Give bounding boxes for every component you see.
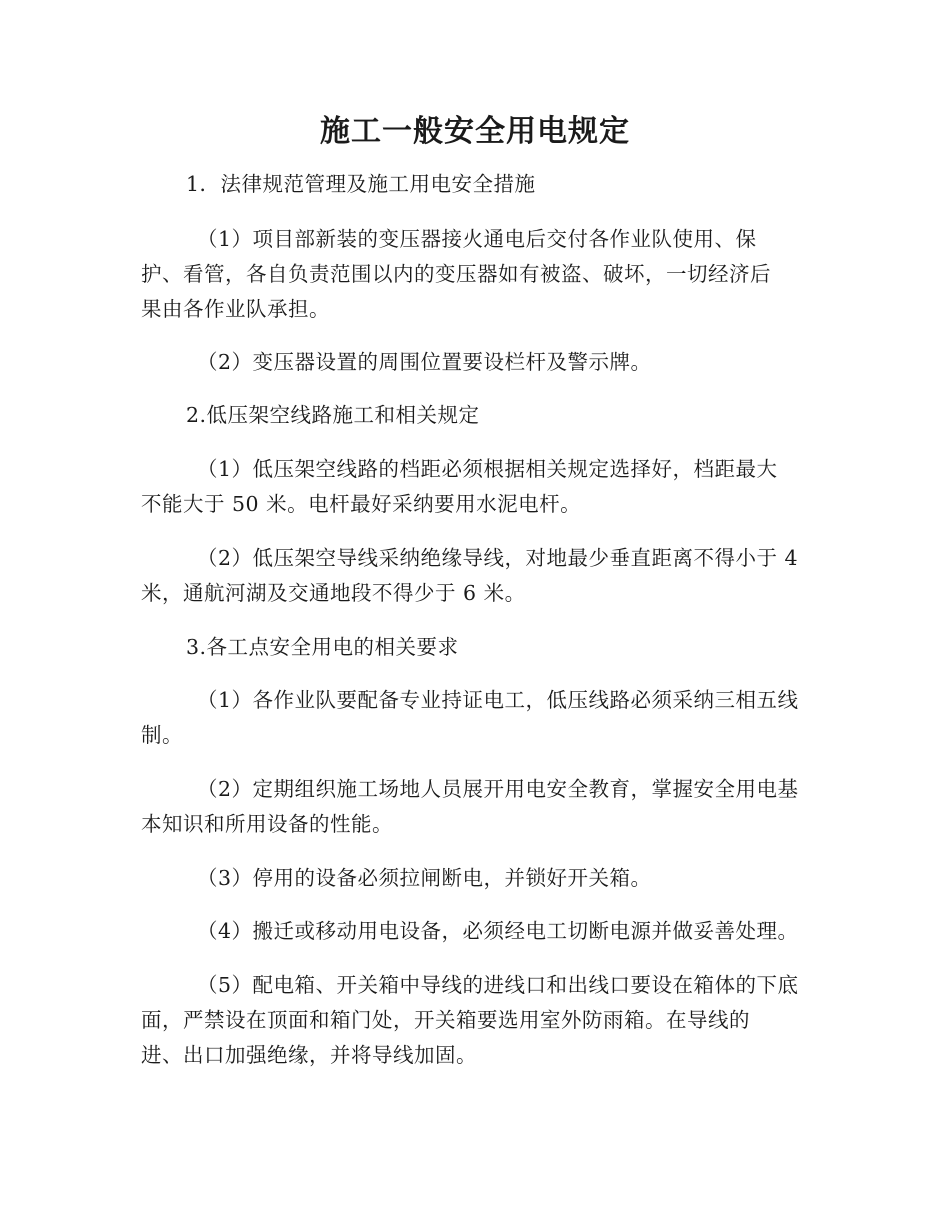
paragraph-line: （2）变压器设置的周围位置要设栏杆及警示牌。 [197,350,652,374]
paragraph-line: （2）低压架空导线采纳绝缘导线，对地最少垂直距离不得小于 4 [197,546,799,570]
section-heading-3: 3.各工点安全用电的相关要求 [186,635,459,659]
page-title: 施工一般安全用电规定 [320,114,630,149]
paragraph-line: （1）低压架空线路的档距必须根据相关规定选择好，档距最大 [197,457,778,481]
paragraph-line: （1）项目部新装的变压器接火通电后交付各作业队使用、保 [197,227,757,251]
section-heading-2: 2.低压架空线路施工和相关规定 [186,403,480,427]
paragraph-line: 护、看管，各自负责范围以内的变压器如有被盗、破坏，一切经济后 [141,262,771,286]
paragraph-line: 本知识和所用设备的性能。 [141,812,393,836]
paragraph-line: （2）定期组织施工场地人员展开用电安全教育，掌握安全用电基 [197,777,799,801]
paragraph-line: 面，严禁设在顶面和箱门处，开关箱要选用室外防雨箱。在导线的 [141,1008,750,1032]
paragraph-line: 米，通航河湖及交通地段不得少于 6 米。 [141,581,526,605]
paragraph-line: 进、出口加强绝缘，并将导线加固。 [141,1043,477,1067]
paragraph-line: （5）配电箱、开关箱中导线的进线口和出线口要设在箱体的下底 [197,973,799,997]
paragraph-line: （1）各作业队要配备专业持证电工，低压线路必须采纳三相五线 [197,688,799,712]
paragraph-line: 果由各作业队承担。 [141,297,330,321]
paragraph-line: （4）搬迁或移动用电设备，必须经电工切断电源并做妥善处理。 [197,919,799,943]
paragraph-line: 不能大于 50 米。电杆最好采纳要用水泥电杆。 [141,492,582,516]
paragraph-line: （3）停用的设备必须拉闸断电，并锁好开关箱。 [197,866,652,890]
paragraph-line: 制。 [141,723,183,747]
section-heading-1: 1．法律规范管理及施工用电安全措施 [186,172,536,196]
